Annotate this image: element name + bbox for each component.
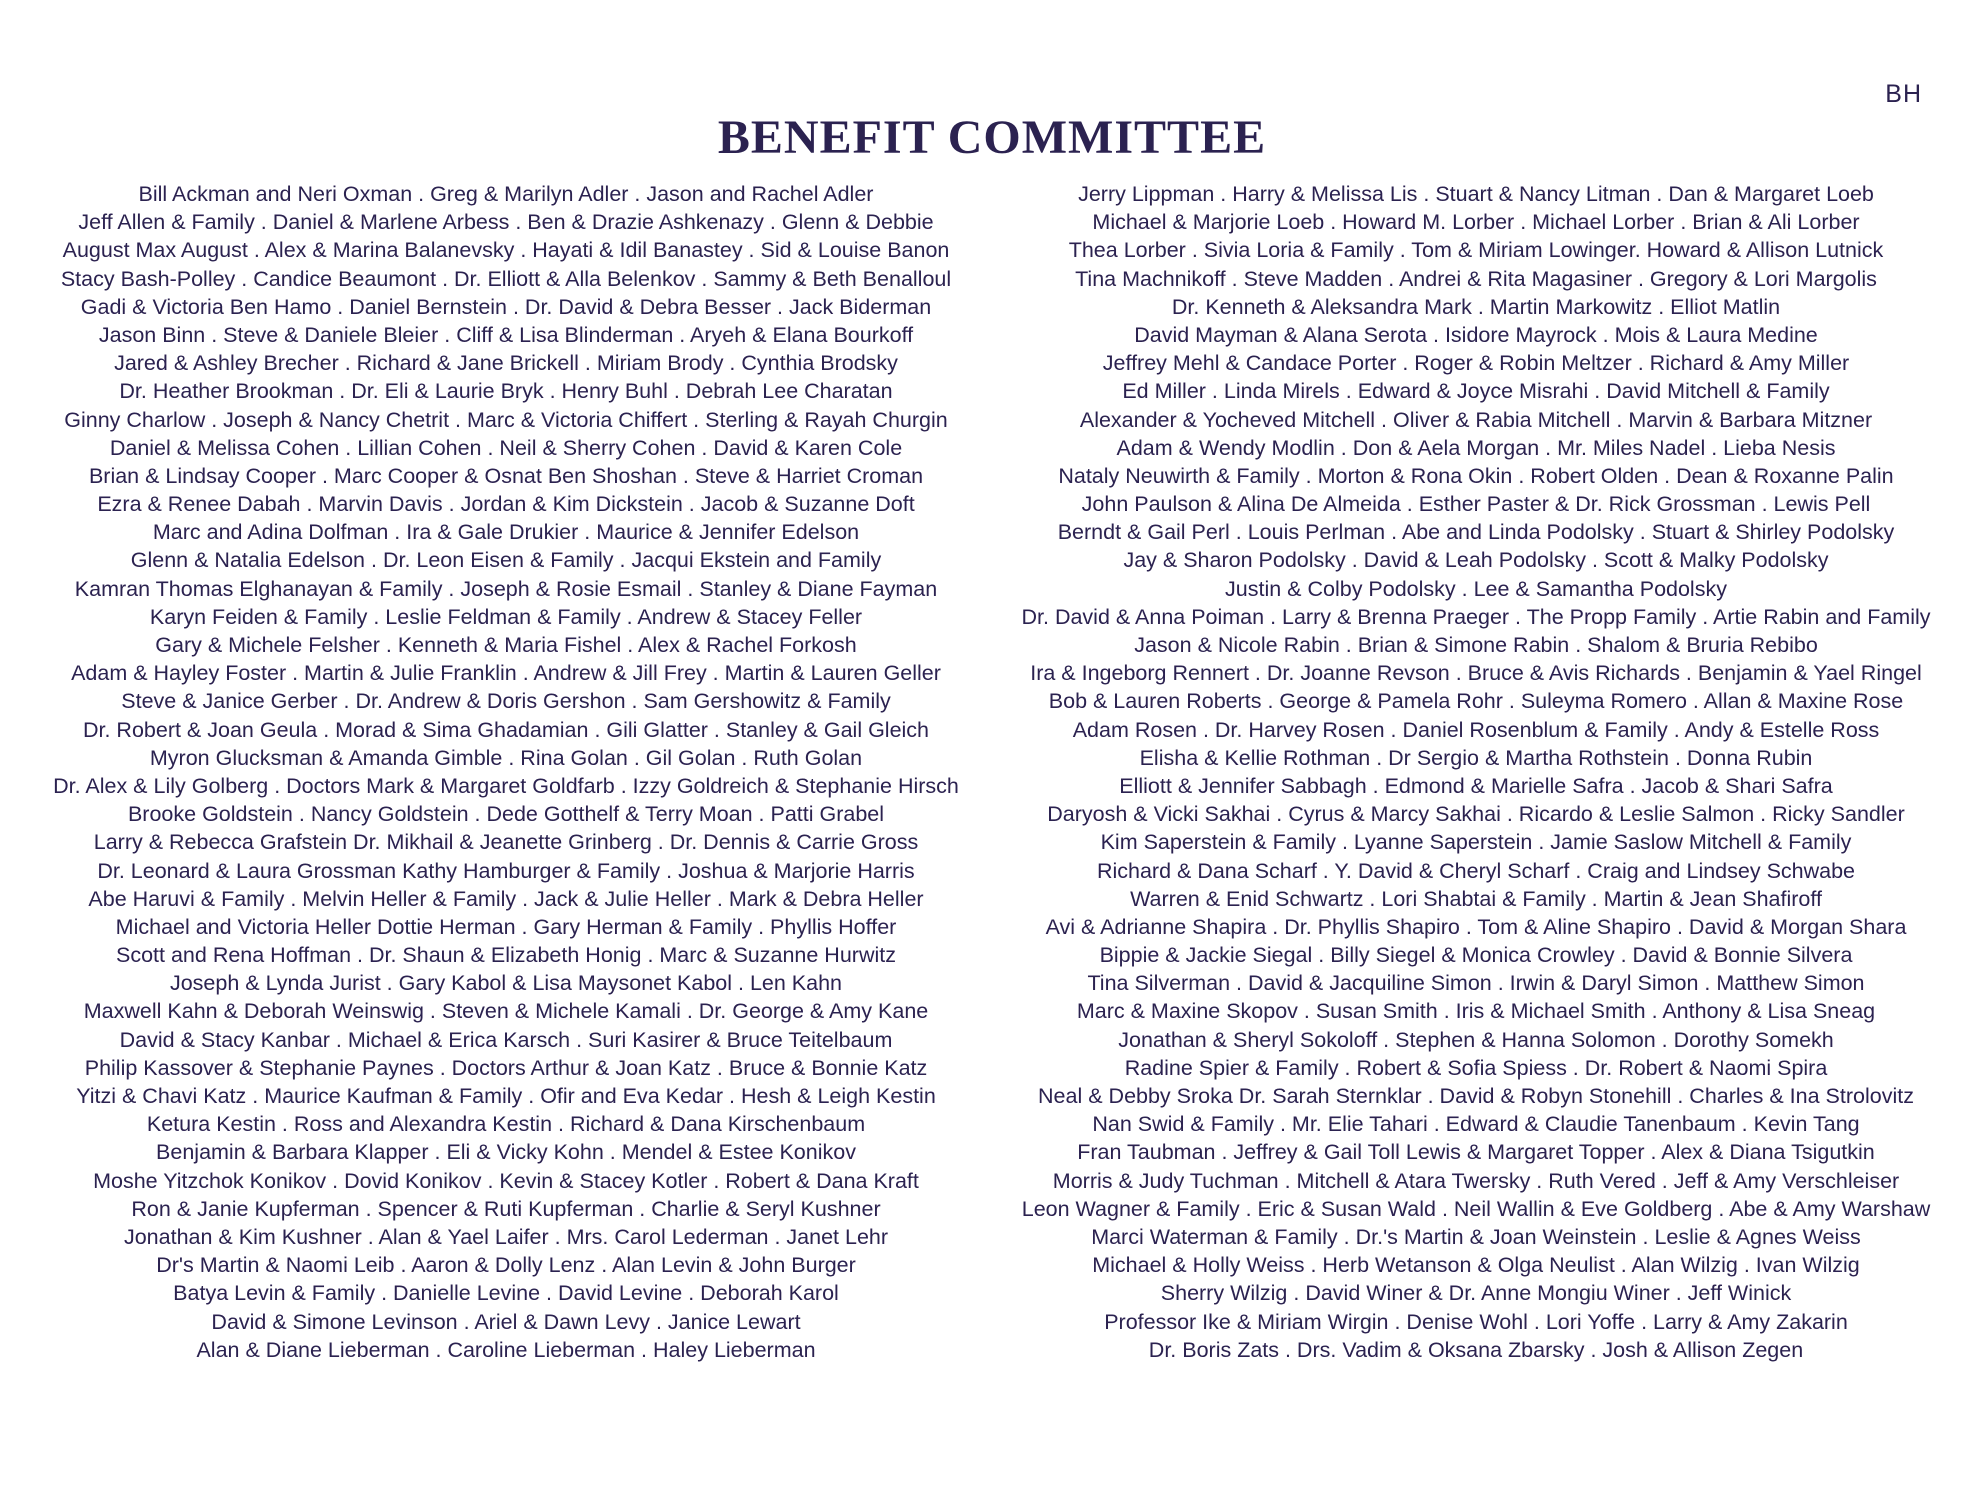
- committee-line: Adam & Wendy Modlin . Don & Aela Morgan . Mr. Miles Nadel . Lieba Nesis: [1116, 435, 1836, 460]
- committee-line: Jason Binn . Steve & Daniele Bleier . Cliff & Lisa Blinderman . Aryeh & Elana Bourkoff: [98, 322, 914, 347]
- committee-line: Ezra & Renee Dabah . Marvin Davis . Jordan & Kim Dickstein . Jacob & Suzanne Doft: [97, 492, 915, 517]
- committee-line: Adam Rosen . Dr. Harvey Rosen . Daniel Rosenblum & Family . Andy & Estelle Ross: [1072, 717, 1880, 742]
- committee-line: Morris & Judy Tuchman . Mitchell & Atara Twersky . Ruth Vered . Jeff & Amy Verschleiser: [1052, 1168, 1900, 1193]
- committee-line: Ira & Ingeborg Rennert . Dr. Joanne Revson . Bruce & Avis Richards . Benjamin & Yael Ringel: [1030, 661, 1922, 686]
- committee-line: Dr. Kenneth & Aleksandra Mark . Martin Markowitz . Elliot Matlin: [1171, 294, 1781, 319]
- committee-line: Marc & Maxine Skopov . Susan Smith . Iris & Michael Smith . Anthony & Lisa Sneag: [1076, 999, 1876, 1024]
- committee-column-right: [986, 180, 1966, 1364]
- committee-line: Dr. Robert & Joan Geula . Morad & Sima Ghadamian . Gili Glatter . Stanley & Gail Gleich: [82, 717, 930, 742]
- committee-line: Michael & Holly Weiss . Herb Wetanson & Olga Neulist . Alan Wilzig . Ivan Wilzig: [1092, 1253, 1860, 1278]
- committee-line: Michael and Victoria Heller Dottie Herman . Gary Herman & Family . Phyllis Hoffer: [115, 914, 897, 939]
- committee-line: Jason & Nicole Rabin . Brian & Simone Rabin . Shalom & Bruria Rebibo: [1134, 633, 1818, 657]
- committee-line: Marci Waterman & Family . Dr.'s Martin & Joan Weinstein . Leslie & Agnes Weiss: [1091, 1224, 1861, 1249]
- committee-line: Jerry Lippman . Harry & Melissa Lis . Stuart & Nancy Litman . Dan & Margaret Loeb: [1078, 182, 1874, 206]
- committee-line: Jeffrey Mehl & Candace Porter . Roger & Robin Meltzer . Richard & Amy Miller: [1102, 351, 1850, 376]
- committee-line: Marc and Adina Dolfman . Ira & Gale Drukier . Maurice & Jennifer Edelson: [152, 520, 860, 545]
- committee-line: Jay & Sharon Podolsky . David & Leah Podolsky . Scott & Malky Podolsky: [1123, 548, 1829, 573]
- committee-line: Tina Silverman . David & Jacquiline Simon . Irwin & Daryl Simon . Matthew Simon: [1087, 971, 1865, 996]
- committee-line: Gadi & Victoria Ben Hamo . Daniel Bernstein . Dr. David & Debra Besser . Jack Biderman: [80, 294, 932, 319]
- committee-line: David & Simone Levinson . Ariel & Dawn Levy . Janice Lewart: [211, 1309, 801, 1334]
- committee-line: August Max August . Alex & Marina Balanevsky . Hayati & Idil Banastey . Sid & Louise Banon: [62, 238, 950, 263]
- committee-line: Jared & Ashley Brecher . Richard & Jane Brickell . Miriam Brody . Cynthia Brodsky: [114, 351, 898, 376]
- committee-line: Alan & Diane Lieberman . Caroline Lieberman . Haley Lieberman: [196, 1337, 816, 1362]
- committee-line: Gary & Michele Felsher . Kenneth & Maria Fishel . Alex & Rachel Forkosh: [155, 633, 857, 657]
- committee-line: Yitzi & Chavi Katz . Maurice Kaufman & Family . Ofir and Eva Kedar . Hesh & Leigh Kestin: [76, 1084, 936, 1108]
- committee-line: Tina Machnikoff . Steve Madden . Andrei & Rita Magasiner . Gregory & Lori Margolis: [1075, 266, 1877, 291]
- committee-line: Batya Levin & Family . Danielle Levine . David Levine . Deborah Karol: [173, 1281, 839, 1306]
- committee-line: Kim Saperstein & Family . Lyanne Saperstein . Jamie Saslow Mitchell & Family: [1100, 830, 1852, 855]
- committee-line: John Paulson & Alina De Almeida . Esther Paster & Dr. Rick Grossman . Lewis Pell: [1081, 492, 1871, 517]
- committee-line: Elisha & Kellie Rothman . Dr Sergio & Martha Rothstein . Donna Rubin: [1139, 745, 1813, 770]
- committee-line: Joseph & Lynda Jurist . Gary Kabol & Lisa Maysonet Kabol . Len Kahn: [169, 971, 843, 996]
- committee-line: David Mayman & Alana Serota . Isidore Mayrock . Mois & Laura Medine: [1134, 322, 1818, 347]
- committee-line: Michael & Marjorie Loeb . Howard M. Lorber . Michael Lorber . Brian & Ali Lorber: [1092, 210, 1860, 235]
- committee-line: Steve & Janice Gerber . Dr. Andrew & Doris Gershon . Sam Gershowitz & Family: [121, 689, 891, 714]
- committee-line: Maxwell Kahn & Deborah Weinswig . Steven & Michele Kamali . Dr. George & Amy Kane: [83, 999, 929, 1024]
- committee-line: Dr. Alex & Lily Golberg . Doctors Mark & Margaret Goldfarb . Izzy Goldreich & Stephanie Hirsch: [53, 773, 959, 798]
- committee-line: Professor Ike & Miriam Wirgin . Denise Wohl . Lori Yoffe . Larry & Amy Zakarin: [1104, 1309, 1848, 1334]
- committee-line: Nataly Neuwirth & Family . Morton & Rona Okin . Robert Olden . Dean & Roxanne Palin: [1058, 463, 1894, 488]
- committee-line: Warren & Enid Schwartz . Lori Shabtai & Family . Martin & Jean Shafiroff: [1130, 886, 1822, 911]
- committee-line: Dr. David & Anna Poiman . Larry & Brenna Praeger . The Propp Family . Artie Rabin and Family: [1021, 604, 1931, 629]
- committee-line: David & Stacy Kanbar . Michael & Erica Karsch . Suri Kasirer & Bruce Teitelbaum: [119, 1027, 893, 1052]
- committee-line: Stacy Bash-Polley . Candice Beaumont . Dr. Elliott & Alla Belenkov . Sammy & Beth Benalloul: [60, 266, 952, 291]
- committee-line: Thea Lorber . Sivia Loria & Family . Tom & Miriam Lowinger. Howard & Allison Lutnick: [1068, 238, 1884, 263]
- committee-line: Dr. Leonard & Laura Grossman Kathy Hamburger & Family . Joshua & Marjorie Harris: [97, 858, 915, 883]
- committee-line: Elliott & Jennifer Sabbagh . Edmond & Marielle Safra . Jacob & Shari Safra: [1119, 773, 1833, 798]
- committee-line: Abe Haruvi & Family . Melvin Heller & Family . Jack & Julie Heller . Mark & Debra Heller: [88, 886, 924, 911]
- committee-line: Sherry Wilzig . David Winer & Dr. Anne Mongiu Winer . Jeff Winick: [1160, 1281, 1792, 1306]
- committee-line: Benjamin & Barbara Klapper . Eli & Vicky Kohn . Mendel & Estee Konikov: [156, 1140, 856, 1165]
- committee-line: Ginny Charlow . Joseph & Nancy Chetrit . Marc & Victoria Chiffert . Sterling & Rayah Churgin: [64, 407, 948, 432]
- committee-line: Daryosh & Vicki Sakhai . Cyrus & Marcy Sakhai . Ricardo & Leslie Salmon . Ricky Sandler: [1047, 802, 1905, 827]
- committee-line: Nan Swid & Family . Mr. Elie Tahari . Edward & Claudie Tanenbaum . Kevin Tang: [1092, 1112, 1860, 1137]
- committee-line: Neal & Debby Sroka Dr. Sarah Sternklar . David & Robyn Stonehill . Charles & Ina Strolovitz: [1038, 1084, 1914, 1108]
- committee-line: Dr's Martin & Naomi Leib . Aaron & Dolly Lenz . Alan Levin & John Burger: [156, 1253, 856, 1278]
- committee-line: Myron Glucksman & Amanda Gimble . Rina Golan . Gil Golan . Ruth Golan: [149, 745, 863, 770]
- committee-line: Kamran Thomas Elghanayan & Family . Joseph & Rosie Esmail . Stanley & Diane Fayman: [74, 576, 938, 601]
- committee-line: Richard & Dana Scharf . Y. David & Cheryl Scharf . Craig and Lindsey Schwabe: [1096, 858, 1856, 883]
- committee-line: Daniel & Melissa Cohen . Lillian Cohen . Neil & Sherry Cohen . David & Karen Cole: [109, 435, 903, 460]
- committee-line: Justin & Colby Podolsky . Lee & Samantha Podolsky: [1225, 576, 1727, 601]
- committee-line: Philip Kassover & Stephanie Paynes . Doctors Arthur & Joan Katz . Bruce & Bonnie Katz: [84, 1055, 928, 1080]
- page-mark: BH: [1885, 80, 1922, 108]
- committee-line: Jonathan & Sheryl Sokoloff . Stephen & Hanna Solomon . Dorothy Somekh: [1118, 1027, 1834, 1052]
- committee-line: Jonathan & Kim Kushner . Alan & Yael Laifer . Mrs. Carol Lederman . Janet Lehr: [123, 1224, 889, 1249]
- page-title: BENEFIT COMMITTEE: [717, 111, 1267, 164]
- committee-line: Ketura Kestin . Ross and Alexandra Kestin . Richard & Dana Kirschenbaum: [146, 1112, 866, 1137]
- committee-line: Brian & Lindsay Cooper . Marc Cooper & Osnat Ben Shoshan . Steve & Harriet Croman: [88, 463, 924, 488]
- committee-line: Adam & Hayley Foster . Martin & Julie Franklin . Andrew & Jill Frey . Martin & Lauren Geller: [71, 661, 941, 686]
- committee-line: Avi & Adrianne Shapira . Dr. Phyllis Shapiro . Tom & Aline Shapiro . David & Morgan Shara: [1045, 914, 1907, 939]
- committee-line: Larry & Rebecca Grafstein Dr. Mikhail & Jeanette Grinberg . Dr. Dennis & Carrie Gross: [93, 830, 919, 855]
- committee-line: Glenn & Natalia Edelson . Dr. Leon Eisen & Family . Jacqui Ekstein and Family: [130, 548, 882, 573]
- committee-line: Karyn Feiden & Family . Leslie Feldman & Family . Andrew & Stacey Feller: [149, 604, 863, 629]
- committee-line: Fran Taubman . Jeffrey & Gail Toll Lewis & Margaret Topper . Alex & Diana Tsigutkin: [1077, 1140, 1875, 1165]
- committee-line: Scott and Rena Hoffman . Dr. Shaun & Elizabeth Honig . Marc & Suzanne Hurwitz: [116, 943, 896, 968]
- committee-line: Dr. Boris Zats . Drs. Vadim & Oksana Zbarsky . Josh & Allison Zegen: [1148, 1337, 1804, 1362]
- committee-line: Moshe Yitzchok Konikov . Dovid Konikov . Kevin & Stacey Kotler . Robert & Dana Kraft: [93, 1168, 919, 1193]
- committee-line: Radine Spier & Family . Robert & Sofia Spiess . Dr. Robert & Naomi Spira: [1124, 1055, 1828, 1080]
- committee-line: Dr. Heather Brookman . Dr. Eli & Laurie Bryk . Henry Buhl . Debrah Lee Charatan: [119, 379, 893, 404]
- committee-line: Bob & Lauren Roberts . George & Pamela Rohr . Suleyma Romero . Allan & Maxine Rose: [1048, 689, 1904, 714]
- committee-column-left: [16, 180, 996, 1364]
- committee-line: Bippie & Jackie Siegal . Billy Siegel & Monica Crowley . David & Bonnie Silvera: [1099, 943, 1853, 968]
- committee-line: Ed Miller . Linda Mirels . Edward & Joyce Misrahi . David Mitchell & Family: [1122, 379, 1830, 404]
- committee-line: Alexander & Yocheved Mitchell . Oliver & Rabia Mitchell . Marvin & Barbara Mitzner: [1079, 407, 1873, 432]
- committee-line: Jeff Allen & Family . Daniel & Marlene Arbess . Ben & Drazie Ashkenazy . Glenn & Debbie: [78, 210, 934, 235]
- committee-line: Bill Ackman and Neri Oxman . Greg & Marilyn Adler . Jason and Rachel Adler: [138, 182, 874, 206]
- committee-line: Leon Wagner & Family . Eric & Susan Wald . Neil Wallin & Eve Goldberg . Abe & Amy Warshaw: [1021, 1196, 1931, 1221]
- committee-line: Berndt & Gail Perl . Louis Perlman . Abe and Linda Podolsky . Stuart & Shirley Podolsky: [1057, 520, 1895, 545]
- committee-line: Brooke Goldstein . Nancy Goldstein . Dede Gotthelf & Terry Moan . Patti Grabel: [127, 802, 885, 827]
- committee-line: Ron & Janie Kupferman . Spencer & Ruti Kupferman . Charlie & Seryl Kushner: [131, 1196, 881, 1221]
